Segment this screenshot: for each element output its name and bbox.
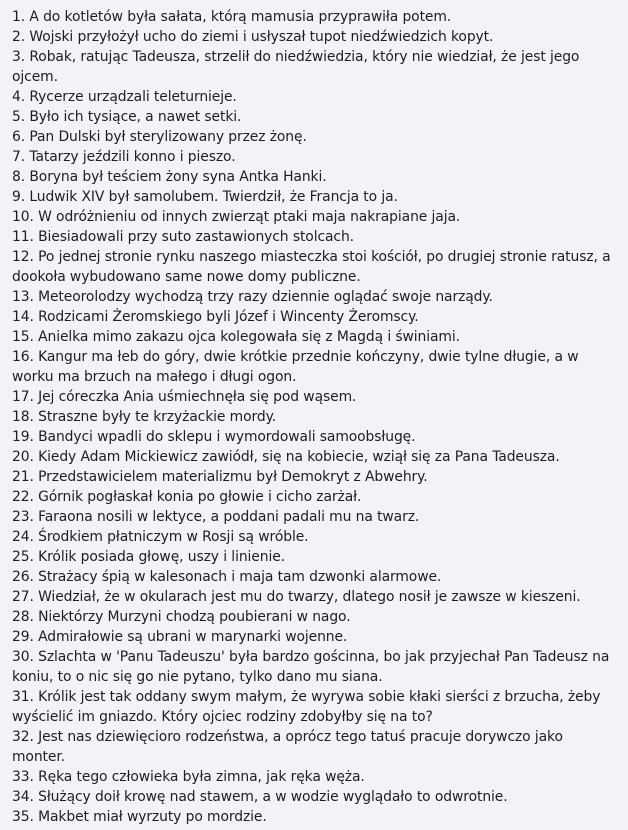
list-item: 10. W odróżnieniu od innych zwierząt ptaki maja nakrapiane jaja. [12,209,461,225]
list-item: 17. Jej córeczka Ania uśmiechnęła się pod wąsem. [12,389,357,405]
list-item: 14. Rodzicami Żeromskiego byli Józef i Wincenty Żeromscy. [12,309,419,325]
numbered-list [12,7,620,827]
list-item: 21. Przedstawicielem materializmu był Demokryt z Abwehry. [12,469,428,485]
list-item: 23. Faraona nosili w lektyce, a poddani padali mu na twarz. [12,509,420,525]
list-item: 26. Strażacy śpią w kalesonach i maja tam dzwonki alarmowe. [12,569,442,585]
list-item: 34. Służący doił krowę nad stawem, a w wodzie wyglądało to odwrotnie. [12,789,508,805]
list-item: 3. Robak, ratując Tadeusza, strzelił do niedźwiedzia, który nie wiedział, że jest jego ojcem. [12,49,580,85]
list-item: 19. Bandyci wpadli do sklepu i wymordowali samoobsługę. [12,429,416,445]
list-item: 28. Niektórzy Murzyni chodzą poubierani w nago. [12,609,351,625]
list-item: 29. Admirałowie są ubrani w marynarki wojenne. [12,629,348,645]
list-item: 20. Kiedy Adam Mickiewicz zawiódł, się na kobiecie, wziął się za Pana Tadeusza. [12,449,560,465]
list-item: 22. Górnik pogłaskał konia po głowie i cicho zarżał. [12,489,362,505]
list-item: 13. Meteorolodzy wychodzą trzy razy dziennie oglądać swoje narządy. [12,289,493,305]
list-item: 18. Straszne były te krzyżackie mordy. [12,409,277,425]
list-item: 5. Było ich tysiące, a nawet setki. [12,109,242,125]
list-item: 35. Makbet miał wyrzuty po mordzie. [12,809,267,825]
list-item: 25. Królik posiada głowę, uszy i linienie. [12,549,285,565]
list-item: 7. Tatarzy jeździli konno i pieszo. [12,149,236,165]
list-item: 9. Ludwik XIV był samolubem. Twierdził, że Francja to ja. [12,189,398,205]
list-item: 31. Królik jest tak oddany swym małym, że wyrywa sobie kłaki sierści z brzucha, żeby wyścielić im gniazdo. Który ojciec rodziny zdobyłby się na to? [12,689,601,725]
list-item: 15. Anielka mimo zakazu ojca kolegowała się z Magdą i świniami. [12,329,460,345]
list-item: 12. Po jednej stronie rynku naszego miasteczka stoi kościół, po drugiej stronie ratusz, a dookoła wybudowano same nowe domy publiczne. [12,249,611,285]
list-item: 24. Środkiem płatniczym w Rosji są wróble. [12,529,309,545]
list-item: 32. Jest nas dziewięcioro rodzeństwa, a oprócz tego tatuś pracuje dorywczo jako monter. [12,729,563,765]
list-item: 8. Boryna był teściem żony syna Antka Hanki. [12,169,327,185]
list-item: 4. Rycerze urządzali teleturnieje. [12,89,237,105]
list-item: 16. Kangur ma łeb do góry, dwie krótkie przednie kończyny, dwie tylne długie, a w worku ma brzuch na małego i długi ogon. [12,349,579,385]
list-item: 30. Szlachta w 'Panu Tadeuszu' była bardzo gościnna, bo jak przyjechał Pan Tadeusz na koniu, to o nic się go nie pytano, tylko dano mu siana. [12,649,610,685]
list-item: 33. Ręka tego człowieka była zimna, jak ręka węża. [12,769,365,785]
list-item: 1. A do kotletów była sałata, którą mamusia przyprawiła potem. [12,9,452,25]
list-item: 27. Wiedział, że w okularach jest mu do twarzy, dlatego nosił je zawsze w kieszeni. [12,589,581,605]
list-item: 11. Biesiadowali przy suto zastawionych stolcach. [12,229,354,245]
list-item: 2. Wojski przyłożył ucho do ziemi i usłyszał tupot niedźwiedzich kopyt. [12,29,494,45]
list-item: 6. Pan Dulski był sterylizowany przez żonę. [12,129,307,145]
